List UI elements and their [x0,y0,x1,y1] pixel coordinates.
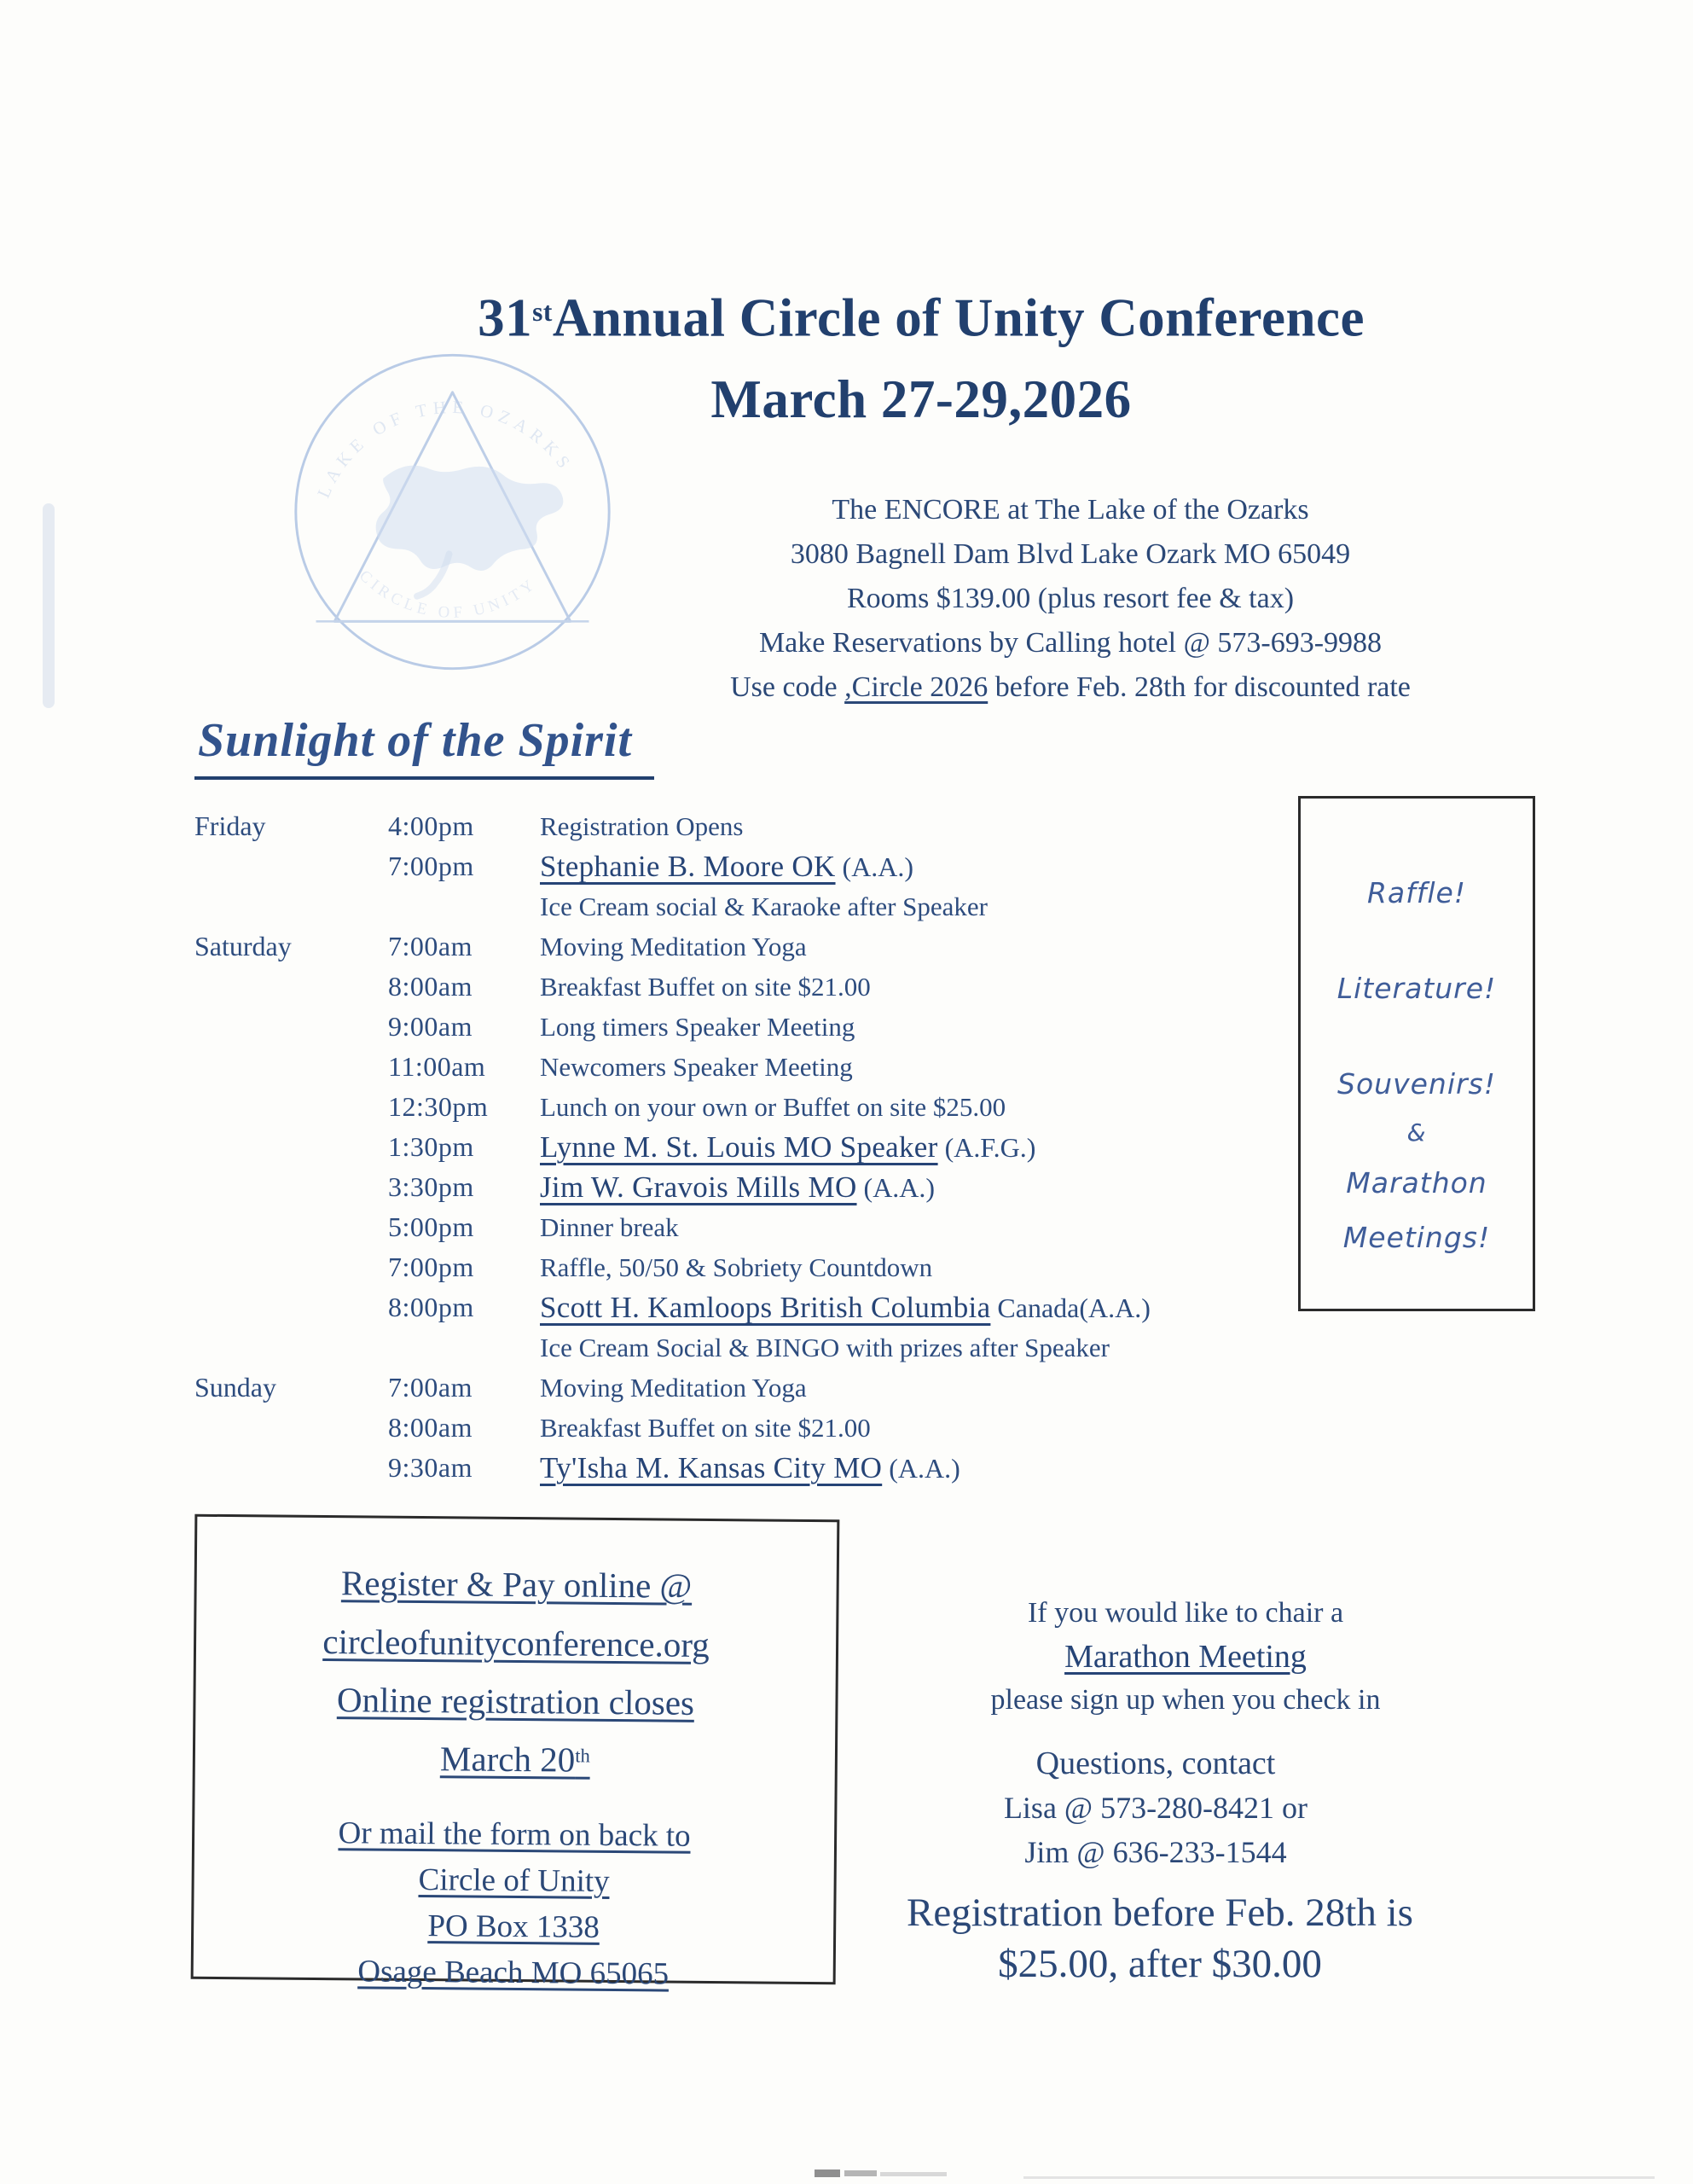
schedule-day [194,967,388,1007]
schedule-event-suffix: (A.A.) [882,1453,960,1484]
schedule-day: Friday [194,810,266,841]
schedule-row [194,1127,1290,1167]
room-rate: Rooms $139.00 (plus resort fee & tax) [846,583,1295,614]
schedule-time: 8:00am [388,1412,473,1443]
schedule-time: 1:30pm [388,1131,474,1162]
discount-code-line [597,665,1544,710]
schedule-event [540,1327,1290,1368]
schedule-day [194,1047,388,1087]
schedule-day [194,1167,388,1208]
code-suffix: before Feb. 28th for discounted rate [988,671,1411,703]
schedule-event-text: Newcomers Speaker Meeting [540,1052,853,1082]
schedule-event [540,1287,1290,1328]
marathon-meeting-label: Marathon Meeting [1064,1639,1307,1675]
schedule-row [194,1448,1290,1488]
register-line-text: Register & Pay online @ [340,1563,693,1606]
register-line [196,1609,837,1673]
schedule-row [194,1007,1290,1047]
scan-artifact [880,2172,947,2176]
schedule-row [194,926,1290,967]
register-line-text: Osage Beach MO 65065 [357,1954,670,1992]
schedule-row [194,846,1290,886]
schedule-time: 3:30pm [388,1171,474,1202]
schedule-row [194,1368,1290,1408]
schedule-day [194,886,388,926]
schedule-row [194,1408,1290,1448]
register-line [196,1551,837,1615]
schedule-row [194,1327,1290,1368]
schedule-event [540,1207,1290,1247]
schedule-time: 7:00pm [388,851,474,881]
questions-heading: Questions, contact [1035,1745,1276,1781]
schedule-event-text: Moving Meditation Yoga [540,1373,807,1403]
fee-line-1: Registration before Feb. 28th is [907,1891,1413,1935]
contact-lisa: Lisa @ 573-280-8421 or [1003,1791,1308,1825]
schedule-event [540,1368,1290,1408]
schedule-event-text: Raffle, 50/50 & Sobriety Countdown [540,1252,933,1282]
registration-fee [836,1887,1484,1989]
register-line-text: circleofunityconference.org [322,1621,710,1664]
schedule-event [540,926,1290,967]
register-line-text: March 20 [439,1739,576,1780]
register-line-text: PO Box 1338 [427,1908,600,1945]
svg-text:CIRCLE OF UNITY: CIRCLE OF UNITY [355,566,541,622]
schedule-time: 7:00am [388,1372,473,1403]
schedule-event-suffix: (A.F.G.) [937,1132,1036,1163]
schedule-day: Sunday [194,1372,276,1403]
register-line [194,1856,833,1908]
schedule-event [540,1448,1290,1489]
schedule-event [540,1167,1290,1208]
register-line-text: Circle of Unity [418,1862,610,1900]
schedule-row [194,967,1290,1007]
schedule-time: 9:30am [388,1452,473,1483]
hotel-address: 3080 Bagnell Dam Blvd Lake Ozark MO 65049 [790,538,1351,570]
code-prefix: Use code [730,671,845,703]
schedule-event [540,1007,1290,1047]
register-line-text: Online registration closes [336,1679,695,1722]
schedule-event [540,886,1290,926]
schedule-time: 7:00am [388,931,473,961]
schedule-event-suffix: Canada(A.A.) [990,1292,1151,1323]
schedule-event-text: Moving Meditation Yoga [540,932,807,961]
registration-box [191,1514,840,1992]
register-line-ordinal: th [575,1745,590,1767]
schedule-row [194,1247,1290,1287]
raffle-line: Raffle! [1366,876,1467,909]
register-line [194,1809,834,1862]
raffle-line: & [1406,1118,1427,1147]
register-line [195,1726,836,1790]
schedule-day [194,1327,388,1368]
schedule-event-text: Breakfast Buffet on site $21.00 [540,1413,871,1443]
register-line [193,1948,832,2000]
schedule-time: 4:00pm [388,810,474,841]
schedule-time: 7:00pm [388,1252,474,1282]
schedule-day [194,1247,388,1287]
schedule-event [540,1247,1290,1287]
schedule-event-text: Lynne M. St. Louis MO Speaker [540,1130,938,1164]
title-number: 31 [478,288,533,348]
scan-artifact [844,2170,877,2176]
schedule-event [540,1087,1290,1127]
title-text: Annual Circle of Unity Conference [552,288,1365,348]
raffle-line: Marathon [1346,1166,1487,1199]
schedule-event-suffix: (A.A.) [856,1172,936,1203]
schedule-event-text: Stephanie B. Moore OK [540,850,836,883]
schedule-event [540,1047,1290,1087]
schedule-day [194,1207,388,1247]
schedule-event [540,1127,1290,1168]
schedule-day [194,846,388,887]
chair-line-3: please sign up when you check in [990,1684,1381,1716]
schedule-row [194,1287,1290,1327]
contact-info [857,1728,1454,1874]
register-line [195,1667,836,1731]
schedule-time: 12:30pm [388,1091,489,1122]
schedule-row [194,1167,1290,1207]
marathon-chair-note [887,1577,1484,1722]
register-mail-group [193,1809,834,2000]
schedule-time [388,886,540,926]
schedule-event-text: Breakfast Buffet on site $21.00 [540,972,871,1002]
schedule-event [540,846,1290,887]
schedule-event-text: Scott H. Kamloops British Columbia [540,1291,991,1324]
schedule-day: Saturday [194,931,292,961]
raffle-line: Meetings! [1342,1221,1491,1254]
schedule-event-text: Ice Cream Social & BINGO with prizes after Speaker [540,1333,1110,1362]
fee-line-2: $25.00, after $30.00 [998,1942,1322,1986]
schedule-event [540,806,1290,846]
schedule-event [540,967,1290,1007]
raffle-line: Literature! [1336,972,1497,1005]
title-ordinal: st [532,297,553,327]
schedule-event-suffix: (A.A.) [835,851,914,882]
schedule-row [194,806,1290,846]
schedule-day [194,1127,388,1168]
raffle-box [1298,796,1535,1311]
chair-line-1: If you would like to chair a [1027,1597,1344,1629]
scan-artifact [1023,2176,1655,2179]
conference-theme: Sunlight of the Spirit [194,713,654,780]
schedule-event-text: Ty'Isha M. Kansas City MO [540,1451,883,1484]
schedule-event-text: Long timers Speaker Meeting [540,1012,855,1042]
hotel-info [597,488,1544,710]
header [154,271,1689,440]
schedule-time: 11:00am [388,1051,486,1082]
svg-text:LAKE OF THE OZARKS: LAKE OF THE OZARKS [314,398,577,502]
schedule-event-text: Registration Opens [540,811,744,841]
reservations-phone: Make Reservations by Calling hotel @ 573-693-9988 [758,627,1383,659]
schedule-day [194,1287,388,1328]
schedule-day [194,1408,388,1448]
schedule-day [194,1087,388,1127]
scan-artifact [815,2169,840,2177]
register-online-group [195,1551,837,1790]
raffle-line: Souvenirs! [1337,1067,1496,1101]
scan-smudge [43,503,55,708]
discount-code: ,Circle 2026 [844,671,989,703]
schedule-row [194,1047,1290,1087]
schedule-event [540,1408,1290,1448]
schedule-event-text: Jim W. Gravois Mills MO [540,1170,857,1204]
schedule-event-text: Ice Cream social & Karaoke after Speaker [540,892,989,921]
schedule-day [194,1007,388,1047]
schedule-time: 5:00pm [388,1211,474,1242]
schedule-row [194,1207,1290,1247]
conference-dates: March 27-29,2026 [710,369,1132,430]
schedule-event-text: Dinner break [540,1212,679,1242]
register-line-text: Or mail the form on back to [338,1815,691,1854]
schedule-row [194,886,1290,926]
schedule-time: 9:00am [388,1011,473,1042]
page-title [154,271,1689,358]
hotel-name: The ENCORE at The Lake of the Ozarks [832,494,1309,526]
register-line [194,1902,833,1954]
schedule-time: 8:00pm [388,1292,474,1322]
schedule-row [194,1087,1290,1127]
schedule-event-text: Lunch on your own or Buffet on site $25.00 [540,1092,1006,1122]
schedule-time: 8:00am [388,971,473,1002]
schedule-time [388,1327,540,1368]
schedule [194,806,1290,1488]
schedule-day [194,1448,388,1489]
contact-jim: Jim @ 636-233-1544 [1024,1835,1287,1869]
